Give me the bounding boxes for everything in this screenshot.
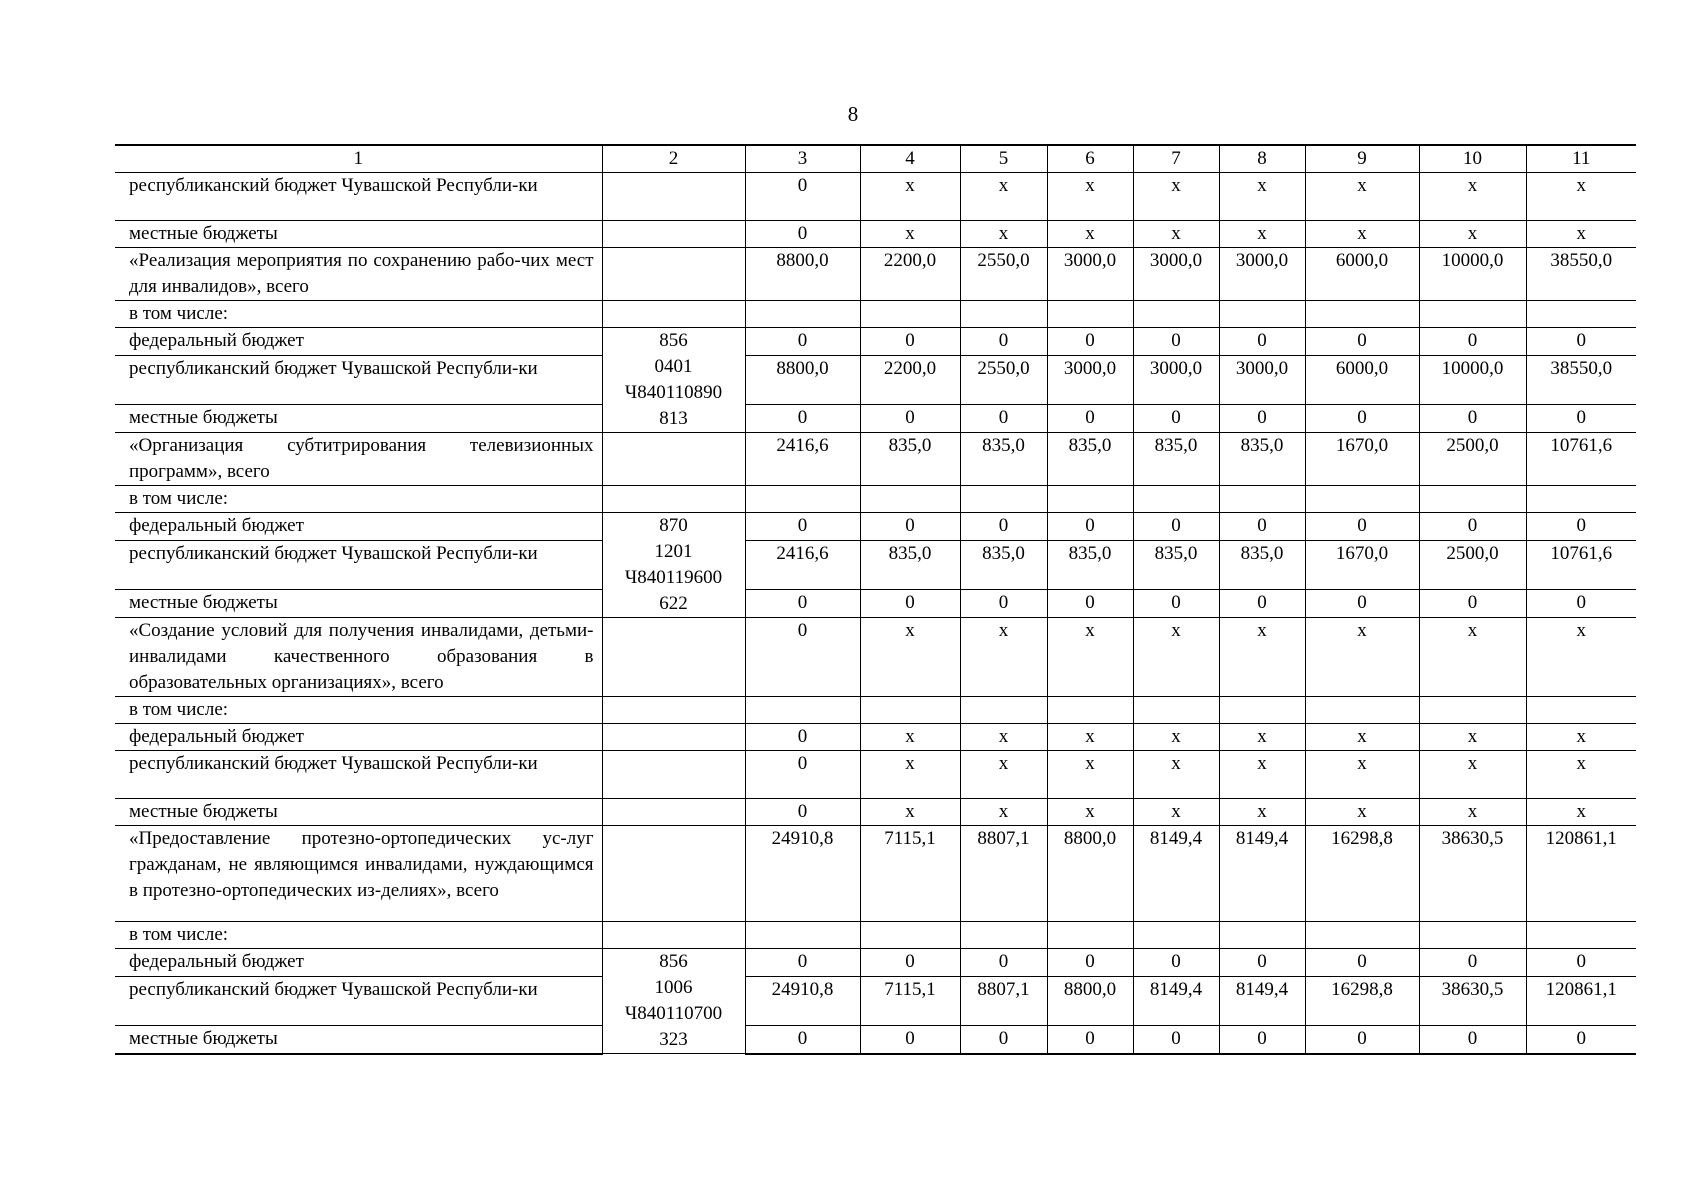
table-row bbox=[115, 826, 1636, 922]
value-cell: 0 bbox=[1133, 328, 1219, 356]
value-cell: х bbox=[1219, 799, 1305, 826]
value-cell: 8149,4 bbox=[1133, 826, 1219, 922]
value-cell: 38550,0 bbox=[1526, 355, 1636, 404]
row-label: республиканский бюджет Чувашской Республи-ки bbox=[115, 976, 602, 1025]
value-cell bbox=[1133, 697, 1219, 724]
value-cell: 2500,0 bbox=[1419, 433, 1526, 486]
value-cell: 0 bbox=[1047, 513, 1133, 541]
value-cell: 0 bbox=[745, 751, 860, 799]
header-cell: 7 bbox=[1133, 145, 1219, 173]
value-cell: 0 bbox=[745, 618, 860, 697]
row-label: федеральный бюджет bbox=[115, 513, 602, 541]
budget-code bbox=[602, 751, 745, 799]
value-cell: х bbox=[960, 618, 1047, 697]
budget-code-line: 0401 bbox=[654, 356, 693, 377]
value-cell: 835,0 bbox=[1047, 433, 1133, 486]
value-cell: 0 bbox=[1133, 405, 1219, 433]
value-cell: 0 bbox=[860, 513, 960, 541]
value-cell: 0 bbox=[1219, 405, 1305, 433]
table-row bbox=[115, 486, 1636, 513]
value-cell: х bbox=[1419, 173, 1526, 221]
value-cell: х bbox=[1526, 221, 1636, 248]
value-cell: 3000,0 bbox=[1219, 355, 1305, 404]
value-cell: х bbox=[1047, 751, 1133, 799]
value-cell: 0 bbox=[745, 328, 860, 356]
value-cell bbox=[1047, 922, 1133, 949]
value-cell: х bbox=[860, 173, 960, 221]
value-cell: 0 bbox=[1419, 328, 1526, 356]
value-cell: х bbox=[1047, 221, 1133, 248]
value-cell: х bbox=[1419, 724, 1526, 751]
value-cell bbox=[1526, 697, 1636, 724]
table-row bbox=[115, 355, 1636, 404]
value-cell: 0 bbox=[1526, 405, 1636, 433]
value-cell: 0 bbox=[1526, 949, 1636, 977]
value-cell: 835,0 bbox=[860, 433, 960, 486]
value-cell: 7115,1 bbox=[860, 826, 960, 922]
table-row bbox=[115, 221, 1636, 248]
row-label: в том числе: bbox=[115, 697, 602, 724]
value-cell bbox=[1526, 922, 1636, 949]
value-cell: 0 bbox=[1219, 590, 1305, 618]
value-cell: 0 bbox=[860, 949, 960, 977]
value-cell bbox=[860, 301, 960, 328]
value-cell: 0 bbox=[1219, 328, 1305, 356]
value-cell: х bbox=[1526, 799, 1636, 826]
value-cell: х bbox=[1305, 221, 1419, 248]
value-cell: х bbox=[1133, 221, 1219, 248]
row-label: федеральный бюджет bbox=[115, 949, 602, 977]
value-cell: 0 bbox=[860, 405, 960, 433]
value-cell: х bbox=[1526, 751, 1636, 799]
value-cell: х bbox=[1219, 751, 1305, 799]
value-cell: х bbox=[1526, 724, 1636, 751]
row-label: в том числе: bbox=[115, 486, 602, 513]
budget-code bbox=[602, 328, 745, 433]
value-cell: 0 bbox=[745, 724, 860, 751]
row-label: республиканский бюджет Чувашской Республи-ки bbox=[115, 540, 602, 589]
value-cell: 10000,0 bbox=[1419, 355, 1526, 404]
value-cell: 120861,1 bbox=[1526, 826, 1636, 922]
value-cell bbox=[1419, 697, 1526, 724]
value-cell: 0 bbox=[860, 1025, 960, 1053]
header-cell: 4 bbox=[860, 145, 960, 173]
value-cell: 2200,0 bbox=[860, 248, 960, 301]
value-cell: 0 bbox=[745, 949, 860, 977]
value-cell bbox=[745, 922, 860, 949]
budget-code bbox=[602, 949, 745, 1054]
value-cell: х bbox=[860, 751, 960, 799]
value-cell: 0 bbox=[1305, 1025, 1419, 1053]
value-cell: 8149,4 bbox=[1219, 826, 1305, 922]
value-cell: 6000,0 bbox=[1305, 355, 1419, 404]
value-cell: 0 bbox=[745, 221, 860, 248]
value-cell: 6000,0 bbox=[1305, 248, 1419, 301]
budget-code bbox=[602, 248, 745, 301]
value-cell: 0 bbox=[1047, 1025, 1133, 1053]
value-cell: 10761,6 bbox=[1526, 433, 1636, 486]
value-cell: 0 bbox=[1305, 590, 1419, 618]
value-cell: 835,0 bbox=[1133, 433, 1219, 486]
value-cell: х bbox=[960, 173, 1047, 221]
value-cell: 0 bbox=[1047, 328, 1133, 356]
value-cell: 0 bbox=[1133, 1025, 1219, 1053]
value-cell: 0 bbox=[745, 173, 860, 221]
value-cell: 2416,6 bbox=[745, 540, 860, 589]
table-row bbox=[115, 173, 1636, 221]
value-cell bbox=[1219, 486, 1305, 513]
value-cell: 0 bbox=[960, 590, 1047, 618]
value-cell: 0 bbox=[960, 1025, 1047, 1053]
value-cell: 7115,1 bbox=[860, 976, 960, 1025]
budget-code-line: 1006 bbox=[654, 977, 693, 998]
value-cell: х bbox=[960, 751, 1047, 799]
header-cell: 10 bbox=[1419, 145, 1526, 173]
value-cell bbox=[1219, 697, 1305, 724]
header-cell: 11 bbox=[1526, 145, 1636, 173]
table-row bbox=[115, 618, 1636, 697]
value-cell: 835,0 bbox=[1219, 433, 1305, 486]
value-cell: 0 bbox=[1305, 949, 1419, 977]
budget-code bbox=[602, 922, 745, 949]
value-cell: 0 bbox=[1219, 1025, 1305, 1053]
value-cell: 835,0 bbox=[1047, 540, 1133, 589]
value-cell: 0 bbox=[1526, 1025, 1636, 1053]
value-cell bbox=[1526, 301, 1636, 328]
table-row bbox=[115, 799, 1636, 826]
value-cell bbox=[1305, 697, 1419, 724]
value-cell: 0 bbox=[1419, 949, 1526, 977]
row-label: «Организация субтитрирования телевизионных программ», всего bbox=[115, 433, 602, 486]
value-cell: 0 bbox=[1219, 949, 1305, 977]
row-label: местные бюджеты bbox=[115, 221, 602, 248]
budget-table bbox=[115, 144, 1636, 1055]
value-cell: 2550,0 bbox=[960, 355, 1047, 404]
value-cell: 0 bbox=[1133, 949, 1219, 977]
value-cell: 0 bbox=[1526, 590, 1636, 618]
value-cell: 0 bbox=[1305, 405, 1419, 433]
value-cell: 8149,4 bbox=[1219, 976, 1305, 1025]
value-cell: 0 bbox=[745, 513, 860, 541]
value-cell: 0 bbox=[960, 405, 1047, 433]
value-cell bbox=[1047, 301, 1133, 328]
value-cell: 120861,1 bbox=[1526, 976, 1636, 1025]
budget-code-line: 622 bbox=[659, 593, 688, 614]
value-cell: 0 bbox=[745, 405, 860, 433]
value-cell bbox=[960, 486, 1047, 513]
value-cell: х bbox=[1219, 173, 1305, 221]
value-cell: 0 bbox=[960, 949, 1047, 977]
value-cell: 3000,0 bbox=[1133, 248, 1219, 301]
value-cell: х bbox=[1047, 724, 1133, 751]
value-cell: х bbox=[960, 221, 1047, 248]
budget-code-line: 856 bbox=[659, 330, 688, 351]
value-cell: 0 bbox=[1305, 328, 1419, 356]
budget-code bbox=[602, 513, 745, 618]
value-cell: 835,0 bbox=[1219, 540, 1305, 589]
value-cell bbox=[1526, 486, 1636, 513]
value-cell bbox=[1219, 301, 1305, 328]
value-cell: х bbox=[1305, 618, 1419, 697]
value-cell: 10761,6 bbox=[1526, 540, 1636, 589]
value-cell bbox=[1047, 486, 1133, 513]
header-cell: 3 bbox=[745, 145, 860, 173]
value-cell bbox=[1133, 486, 1219, 513]
budget-code bbox=[602, 826, 745, 922]
table-row bbox=[115, 724, 1636, 751]
value-cell: 8807,1 bbox=[960, 976, 1047, 1025]
value-cell: 0 bbox=[1047, 590, 1133, 618]
budget-code bbox=[602, 799, 745, 826]
value-cell: 0 bbox=[745, 799, 860, 826]
value-cell bbox=[1419, 301, 1526, 328]
value-cell bbox=[860, 486, 960, 513]
value-cell: 16298,8 bbox=[1305, 976, 1419, 1025]
value-cell bbox=[860, 922, 960, 949]
value-cell: х bbox=[1526, 618, 1636, 697]
value-cell: 835,0 bbox=[960, 540, 1047, 589]
value-cell: 24910,8 bbox=[745, 976, 860, 1025]
value-cell: 38630,5 bbox=[1419, 826, 1526, 922]
table-row bbox=[115, 976, 1636, 1025]
value-cell: 2416,6 bbox=[745, 433, 860, 486]
value-cell: 0 bbox=[1133, 590, 1219, 618]
budget-code-line: 856 bbox=[659, 951, 688, 972]
value-cell: х bbox=[1219, 724, 1305, 751]
value-cell: 0 bbox=[1047, 405, 1133, 433]
value-cell: х bbox=[1133, 751, 1219, 799]
header-cell: 1 bbox=[115, 145, 602, 173]
value-cell: 2550,0 bbox=[960, 248, 1047, 301]
value-cell: х bbox=[960, 724, 1047, 751]
value-cell: 0 bbox=[1526, 328, 1636, 356]
table-row bbox=[115, 248, 1636, 301]
budget-code-line: 813 bbox=[659, 408, 688, 429]
value-cell: 1670,0 bbox=[1305, 540, 1419, 589]
budget-code bbox=[602, 173, 745, 221]
value-cell: 0 bbox=[1219, 513, 1305, 541]
value-cell: х bbox=[1419, 618, 1526, 697]
row-label: республиканский бюджет Чувашской Республи-ки bbox=[115, 173, 602, 221]
table-row bbox=[115, 433, 1636, 486]
header-cell: 2 bbox=[602, 145, 745, 173]
value-cell: 8149,4 bbox=[1133, 976, 1219, 1025]
row-label: местные бюджеты bbox=[115, 799, 602, 826]
budget-code-line: 1201 bbox=[654, 541, 693, 562]
budget-code bbox=[602, 221, 745, 248]
table-row bbox=[115, 590, 1636, 618]
value-cell: 38630,5 bbox=[1419, 976, 1526, 1025]
budget-code bbox=[602, 724, 745, 751]
budget-code-line: Ч840110700 bbox=[624, 1003, 723, 1024]
budget-code bbox=[602, 433, 745, 486]
value-cell: х bbox=[1133, 173, 1219, 221]
budget-code bbox=[602, 618, 745, 697]
value-cell bbox=[745, 486, 860, 513]
budget-code-line: 323 bbox=[659, 1029, 688, 1050]
value-cell: х bbox=[860, 618, 960, 697]
value-cell: х bbox=[1419, 799, 1526, 826]
value-cell: 0 bbox=[1133, 513, 1219, 541]
value-cell: 0 bbox=[860, 590, 960, 618]
value-cell: х bbox=[1305, 799, 1419, 826]
value-cell: х bbox=[1047, 173, 1133, 221]
value-cell: 10000,0 bbox=[1419, 248, 1526, 301]
value-cell: 0 bbox=[1047, 949, 1133, 977]
table-row bbox=[115, 697, 1636, 724]
value-cell: 0 bbox=[1419, 590, 1526, 618]
row-label: республиканский бюджет Чувашской Республи-ки bbox=[115, 751, 602, 799]
value-cell: 0 bbox=[1419, 513, 1526, 541]
value-cell: х bbox=[1219, 618, 1305, 697]
value-cell: 0 bbox=[745, 590, 860, 618]
value-cell: 2200,0 bbox=[860, 355, 960, 404]
value-cell: х bbox=[1219, 221, 1305, 248]
value-cell bbox=[960, 697, 1047, 724]
row-label: федеральный бюджет bbox=[115, 724, 602, 751]
budget-code bbox=[602, 301, 745, 328]
value-cell: х bbox=[1526, 173, 1636, 221]
table-row bbox=[115, 751, 1636, 799]
header-cell: 9 bbox=[1305, 145, 1419, 173]
value-cell bbox=[1219, 922, 1305, 949]
value-cell: 1670,0 bbox=[1305, 433, 1419, 486]
value-cell bbox=[1133, 301, 1219, 328]
table-row bbox=[115, 1025, 1636, 1053]
value-cell bbox=[1305, 301, 1419, 328]
value-cell: х bbox=[860, 221, 960, 248]
value-cell: 38550,0 bbox=[1526, 248, 1636, 301]
value-cell: 8807,1 bbox=[960, 826, 1047, 922]
value-cell: 8800,0 bbox=[745, 248, 860, 301]
value-cell: 835,0 bbox=[960, 433, 1047, 486]
value-cell: 0 bbox=[1419, 1025, 1526, 1053]
value-cell: 8800,0 bbox=[745, 355, 860, 404]
value-cell: 835,0 bbox=[1133, 540, 1219, 589]
header-cell: 5 bbox=[960, 145, 1047, 173]
value-cell: 0 bbox=[1419, 405, 1526, 433]
value-cell: 835,0 bbox=[860, 540, 960, 589]
value-cell: х bbox=[1047, 618, 1133, 697]
table-row bbox=[115, 540, 1636, 589]
value-cell: 3000,0 bbox=[1047, 248, 1133, 301]
value-cell: х bbox=[1133, 618, 1219, 697]
value-cell: 3000,0 bbox=[1133, 355, 1219, 404]
budget-code-line: 870 bbox=[659, 515, 688, 536]
value-cell: 3000,0 bbox=[1219, 248, 1305, 301]
value-cell: х bbox=[860, 799, 960, 826]
value-cell: 0 bbox=[960, 328, 1047, 356]
row-label: местные бюджеты bbox=[115, 590, 602, 618]
value-cell: х bbox=[1419, 221, 1526, 248]
value-cell bbox=[960, 301, 1047, 328]
value-cell bbox=[1419, 486, 1526, 513]
value-cell: 3000,0 bbox=[1047, 355, 1133, 404]
value-cell: 8800,0 bbox=[1047, 976, 1133, 1025]
value-cell bbox=[860, 697, 960, 724]
value-cell: х bbox=[1305, 724, 1419, 751]
value-cell: х bbox=[860, 724, 960, 751]
value-cell: 0 bbox=[860, 328, 960, 356]
row-label: «Реализация мероприятия по сохранению рабо-чих мест для инвалидов», всего bbox=[115, 248, 602, 301]
value-cell bbox=[1419, 922, 1526, 949]
value-cell: 16298,8 bbox=[1305, 826, 1419, 922]
header-row bbox=[115, 145, 1636, 173]
value-cell: 8800,0 bbox=[1047, 826, 1133, 922]
row-label: местные бюджеты bbox=[115, 405, 602, 433]
value-cell: х bbox=[1419, 751, 1526, 799]
value-cell: 0 bbox=[745, 1025, 860, 1053]
row-label: в том числе: bbox=[115, 301, 602, 328]
table-row bbox=[115, 922, 1636, 949]
value-cell: х bbox=[1133, 799, 1219, 826]
value-cell: х bbox=[1047, 799, 1133, 826]
value-cell bbox=[1133, 922, 1219, 949]
table-row bbox=[115, 301, 1636, 328]
value-cell: х bbox=[1133, 724, 1219, 751]
row-label: «Создание условий для получения инвалидами, детьми-инвалидами качественного образования в образовательных организациях», всего bbox=[115, 618, 602, 697]
budget-code-line: Ч840119600 bbox=[624, 567, 723, 588]
row-label: «Предоставление протезно-ортопедических ус-луг гражданам, не являющимся инвалидами, нуждающимся в протезно-ортопедических из-делиях», всего bbox=[115, 826, 602, 922]
table-row bbox=[115, 405, 1636, 433]
value-cell bbox=[1047, 697, 1133, 724]
value-cell bbox=[1305, 486, 1419, 513]
value-cell bbox=[960, 922, 1047, 949]
table-row bbox=[115, 949, 1636, 977]
value-cell: 0 bbox=[1526, 513, 1636, 541]
value-cell: 0 bbox=[960, 513, 1047, 541]
table-row bbox=[115, 513, 1636, 541]
value-cell: х bbox=[1305, 751, 1419, 799]
value-cell: 0 bbox=[1305, 513, 1419, 541]
row-label: республиканский бюджет Чувашской Республи-ки bbox=[115, 355, 602, 404]
row-label: местные бюджеты bbox=[115, 1025, 602, 1053]
row-label: федеральный бюджет bbox=[115, 328, 602, 356]
budget-code bbox=[602, 697, 745, 724]
table-row bbox=[115, 328, 1636, 356]
row-label: в том числе: bbox=[115, 922, 602, 949]
value-cell: 24910,8 bbox=[745, 826, 860, 922]
budget-code-line: Ч840110890 bbox=[624, 382, 723, 403]
header-cell: 6 bbox=[1047, 145, 1133, 173]
budget-code bbox=[602, 486, 745, 513]
page-number: 8 bbox=[847, 102, 859, 126]
value-cell: х bbox=[960, 799, 1047, 826]
value-cell bbox=[1305, 922, 1419, 949]
value-cell: 2500,0 bbox=[1419, 540, 1526, 589]
header-cell: 8 bbox=[1219, 145, 1305, 173]
value-cell bbox=[745, 697, 860, 724]
value-cell bbox=[745, 301, 860, 328]
value-cell: х bbox=[1305, 173, 1419, 221]
